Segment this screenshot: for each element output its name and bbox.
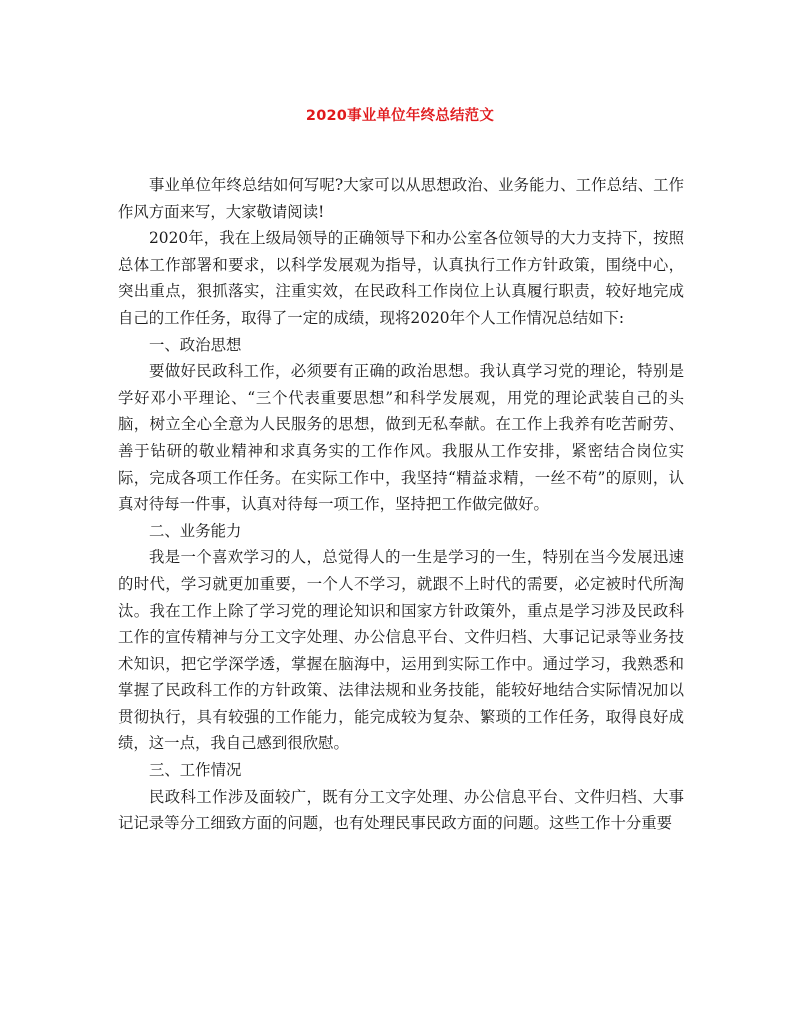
paragraph-work: 民政科工作涉及面较广，既有分工文字处理、办公信息平台、文件归档、大事记记录等分工细致方面的问题，也有处理民事民政方面的问题。这些工作十分重要 (118, 787, 684, 833)
document-title: 2020事业单位年终总结范文 (305, 108, 495, 124)
paragraph-ability: 我是一个喜欢学习的人，总觉得人的一生是学习的一生，特别在当今发展迅速的时代，学习就更加重要，一个人不学习，就跟不上时代的需要，必定被时代所淘汰。我在工作上除了学习党的理论知识和国家方针政策外，重点是学习涉及民政科工作的宣传精神与分工文字处理、办公信息平台、文件归档、大事记记录等业务技术知识，把它学深学透，掌握在脑海中，运用到实际工作中。通过学习，我熟悉和掌握了民政科工作的方针政策、法律法规和业务技能，能较好地结合实际情况加以贯彻执行，具有较强的工作能力，能完成较为复杂、繁琐的工作任务，取得良好成绩，这一点，我自己感到很欣慰。 (118, 548, 684, 753)
section-heading-political: 一、政治思想 (149, 335, 242, 354)
paragraph-overview: 2020年，我在上级局领导的正确领导下和办公室各位领导的大力支持下，按照总体工作部署和要求，以科学发展观为指导，认真执行工作方针政策，围绕中心，突出重点，狠抓落实，注重实效，在民政科工作岗位上认真履行职责，较好地完成自己的工作任务，取得了一定的成绩，现将2020年个人工作情况总结如下: (118, 229, 684, 327)
section-heading-work: 三、工作情况 (149, 761, 242, 780)
document-body (118, 172, 684, 837)
section-heading-ability: 二、业务能力 (149, 521, 242, 540)
paragraph-political: 要做好民政科工作，必须要有正确的政治思想。我认真学习党的理论，特别是学好邓小平理论、“三个代表重要思想”和科学发展观，用党的理论武装自己的头脑，树立全心全意为人民服务的思想，做到无私奉献。在工作上我养有吃苦耐劳、善于钻研的敬业精神和求真务实的工作作风。我服从工作安排，紧密结合岗位实际，完成各项工作任务。在实际工作中，我坚持“精益求精，一丝不苟”的原则，认真对待每一件事，认真对待每一项工作，坚持把工作做完做好。 (118, 362, 684, 514)
paragraph-intro: 事业单位年终总结如何写呢?大家可以从思想政治、业务能力、工作总结、工作作风方面来写，大家敬请阅读! (118, 176, 684, 221)
